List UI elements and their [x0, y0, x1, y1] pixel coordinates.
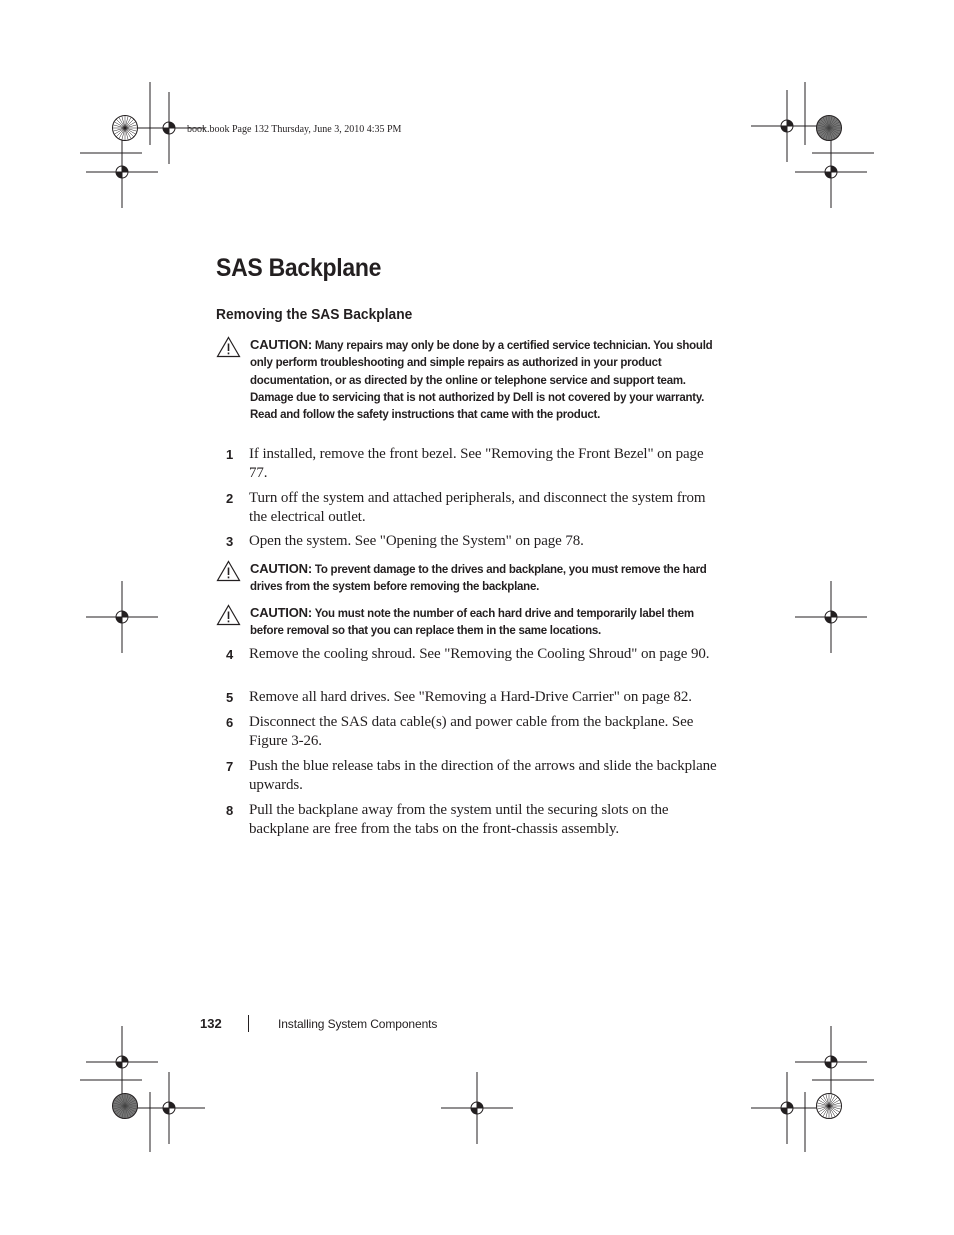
- footer-chapter-name: Installing System Components: [278, 1017, 438, 1031]
- step-text: Turn off the system and attached peripherals, and disconnect the system from the electrical outlet.: [249, 490, 706, 525]
- step-number: 5: [226, 690, 234, 705]
- page-number: 132: [200, 1016, 222, 1031]
- print-slug: book.book Page 132 Thursday, June 3, 2010 4:35 PM: [187, 124, 402, 135]
- step-text: Pull the backplane away from the system until the securing slots on the backplane are free from the tabs on the front-chassis assembly.: [249, 802, 669, 837]
- step-number: 7: [226, 759, 234, 774]
- step-number: 2: [226, 491, 234, 506]
- caution-triangle-icon: [216, 604, 241, 626]
- caution-body: You must note the number of each hard drive and temporarily label them before removal so that you can replace them in the same locations.: [250, 608, 694, 638]
- caution-triangle-icon: [216, 560, 241, 582]
- step-text: Disconnect the SAS data cable(s) and power cable from the backplane. See Figure 3-26.: [249, 714, 694, 749]
- caution-label: CAUTION:: [250, 605, 312, 620]
- section-title: Removing the SAS Backplane: [216, 306, 413, 323]
- caution-text: [250, 604, 720, 641]
- footer-divider: [248, 1015, 249, 1032]
- step-text: If installed, remove the front bezel. See "Removing the Front Bezel" on page 77.: [249, 446, 704, 481]
- caution-label: CAUTION:: [250, 337, 312, 352]
- step-text: Remove the cooling shroud. See "Removing the Cooling Shroud" on page 90.: [249, 646, 710, 662]
- step-number: 1: [226, 447, 234, 462]
- chapter-title: SAS Backplane: [216, 254, 382, 282]
- caution-text: [250, 336, 720, 424]
- step-number: 6: [226, 715, 234, 730]
- caution-text: [250, 560, 720, 597]
- step-number: 8: [226, 803, 234, 818]
- step-number: 3: [226, 534, 234, 549]
- step-number: 4: [226, 647, 234, 662]
- caution-label: CAUTION:: [250, 561, 312, 576]
- step-text: Remove all hard drives. See "Removing a Hard-Drive Carrier" on page 82.: [249, 689, 692, 705]
- step-text: Open the system. See "Opening the System" on page 78.: [249, 533, 584, 549]
- caution-body: Many repairs may only be done by a certified service technician. You should only perform troubleshooting and simple repairs as authorized in your product documentation, or as directed by the online or telephone service and support team. Damage due to servicing that is not authorized by Dell is not covered by your warranty. Read and follow the safety instructions that came with the product.: [250, 340, 713, 422]
- caution-body: To prevent damage to the drives and backplane, you must remove the hard drives from the system before removing the backplane.: [250, 564, 707, 594]
- step-text: Push the blue release tabs in the direction of the arrows and slide the backplane upwards.: [249, 758, 717, 793]
- caution-triangle-icon: [216, 336, 241, 358]
